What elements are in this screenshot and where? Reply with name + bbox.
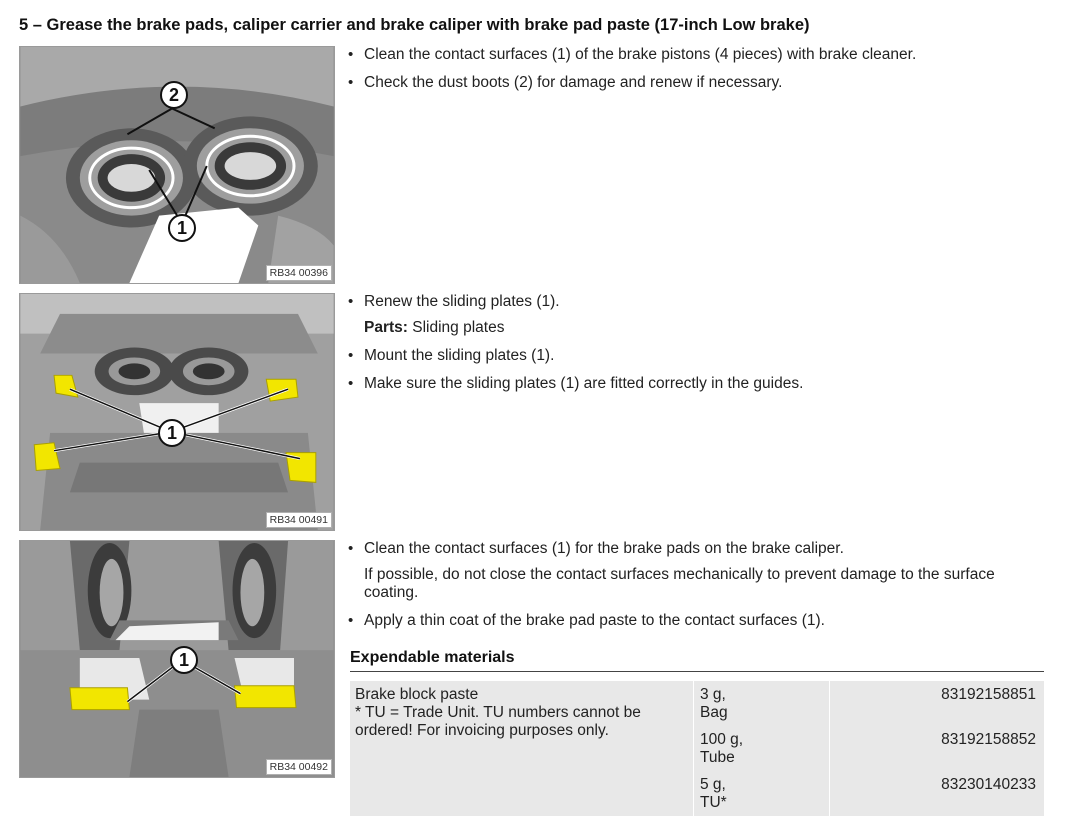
instruction-note: If possible, do not close the contact surfaces mechanically to prevent damage to the surface coating. bbox=[364, 566, 995, 601]
materials-title: Expendable materials bbox=[350, 649, 515, 666]
material-tu-note: * TU = Trade Unit. TU numbers cannot be ordered! For invoicing purposes only. bbox=[355, 704, 641, 739]
figure-code: RB34 00396 bbox=[266, 265, 332, 281]
figure-sliding-plates bbox=[19, 293, 335, 531]
callout-2: 2 bbox=[160, 81, 188, 109]
material-unit: Tube bbox=[700, 749, 735, 766]
sliding-plates-photo bbox=[20, 294, 334, 530]
material-description: Brake block paste bbox=[355, 686, 479, 703]
instruction-clean-pistons: • Clean the contact surfaces (1) of the brake pistons (4 pieces) with brake cleaner. bbox=[346, 46, 1046, 64]
instruction-check-dust-boots: • Check the dust boots (2) for damage and renew if necessary. bbox=[346, 74, 1046, 92]
instruction-clean-contact-surfaces: • Clean the contact surfaces (1) for the brake pads on the brake caliper. bbox=[346, 540, 1046, 558]
materials-part-number-column bbox=[829, 681, 1044, 816]
parts-value: Sliding plates bbox=[412, 319, 505, 336]
instruction-mount-sliding-plates: • Mount the sliding plates (1). bbox=[346, 347, 1046, 365]
instruction-apply-paste: • Apply a thin coat of the brake pad paste to the contact surfaces (1). bbox=[346, 612, 1046, 630]
callout-1: 1 bbox=[170, 646, 198, 674]
material-part-number: 83192158852 bbox=[941, 731, 1036, 748]
materials-description-cell bbox=[350, 681, 693, 816]
figure-code: RB34 00492 bbox=[266, 759, 332, 775]
instructions-section-1 bbox=[346, 46, 1046, 102]
materials-table bbox=[350, 681, 1044, 816]
instructions-section-2 bbox=[346, 293, 1046, 403]
instruction-check-guides: • Make sure the sliding plates (1) are fitted correctly in the guides. bbox=[346, 375, 1046, 393]
material-part-number: 83230140233 bbox=[941, 776, 1036, 793]
material-part-number: 83192158851 bbox=[941, 686, 1036, 703]
parts-line bbox=[346, 319, 1046, 337]
material-unit: Bag bbox=[700, 704, 728, 721]
material-qty-row bbox=[694, 681, 829, 726]
figure-code: RB34 00491 bbox=[266, 512, 332, 528]
material-qty: 100 g, bbox=[700, 731, 744, 748]
material-qty-row bbox=[694, 726, 829, 771]
step-heading: 5 – Grease the brake pads, caliper carrier and brake caliper with brake pad paste (17-inch Low brake) bbox=[19, 16, 810, 34]
figure-caliper-contact-surfaces bbox=[19, 540, 335, 778]
materials-divider bbox=[350, 671, 1044, 672]
instruction-renew-sliding-plates: • Renew the sliding plates (1). bbox=[346, 293, 1046, 311]
figure-brake-pistons bbox=[19, 46, 335, 284]
parts-label: Parts: bbox=[364, 319, 408, 336]
material-qty-row bbox=[694, 771, 829, 816]
callout-1: 1 bbox=[158, 419, 186, 447]
material-qty: 5 g, bbox=[700, 776, 726, 793]
callout-1: 1 bbox=[168, 214, 196, 242]
material-unit: TU* bbox=[700, 794, 727, 811]
instructions-section-3 bbox=[346, 540, 1046, 640]
material-qty: 3 g, bbox=[700, 686, 726, 703]
materials-quantity-column bbox=[693, 681, 829, 816]
